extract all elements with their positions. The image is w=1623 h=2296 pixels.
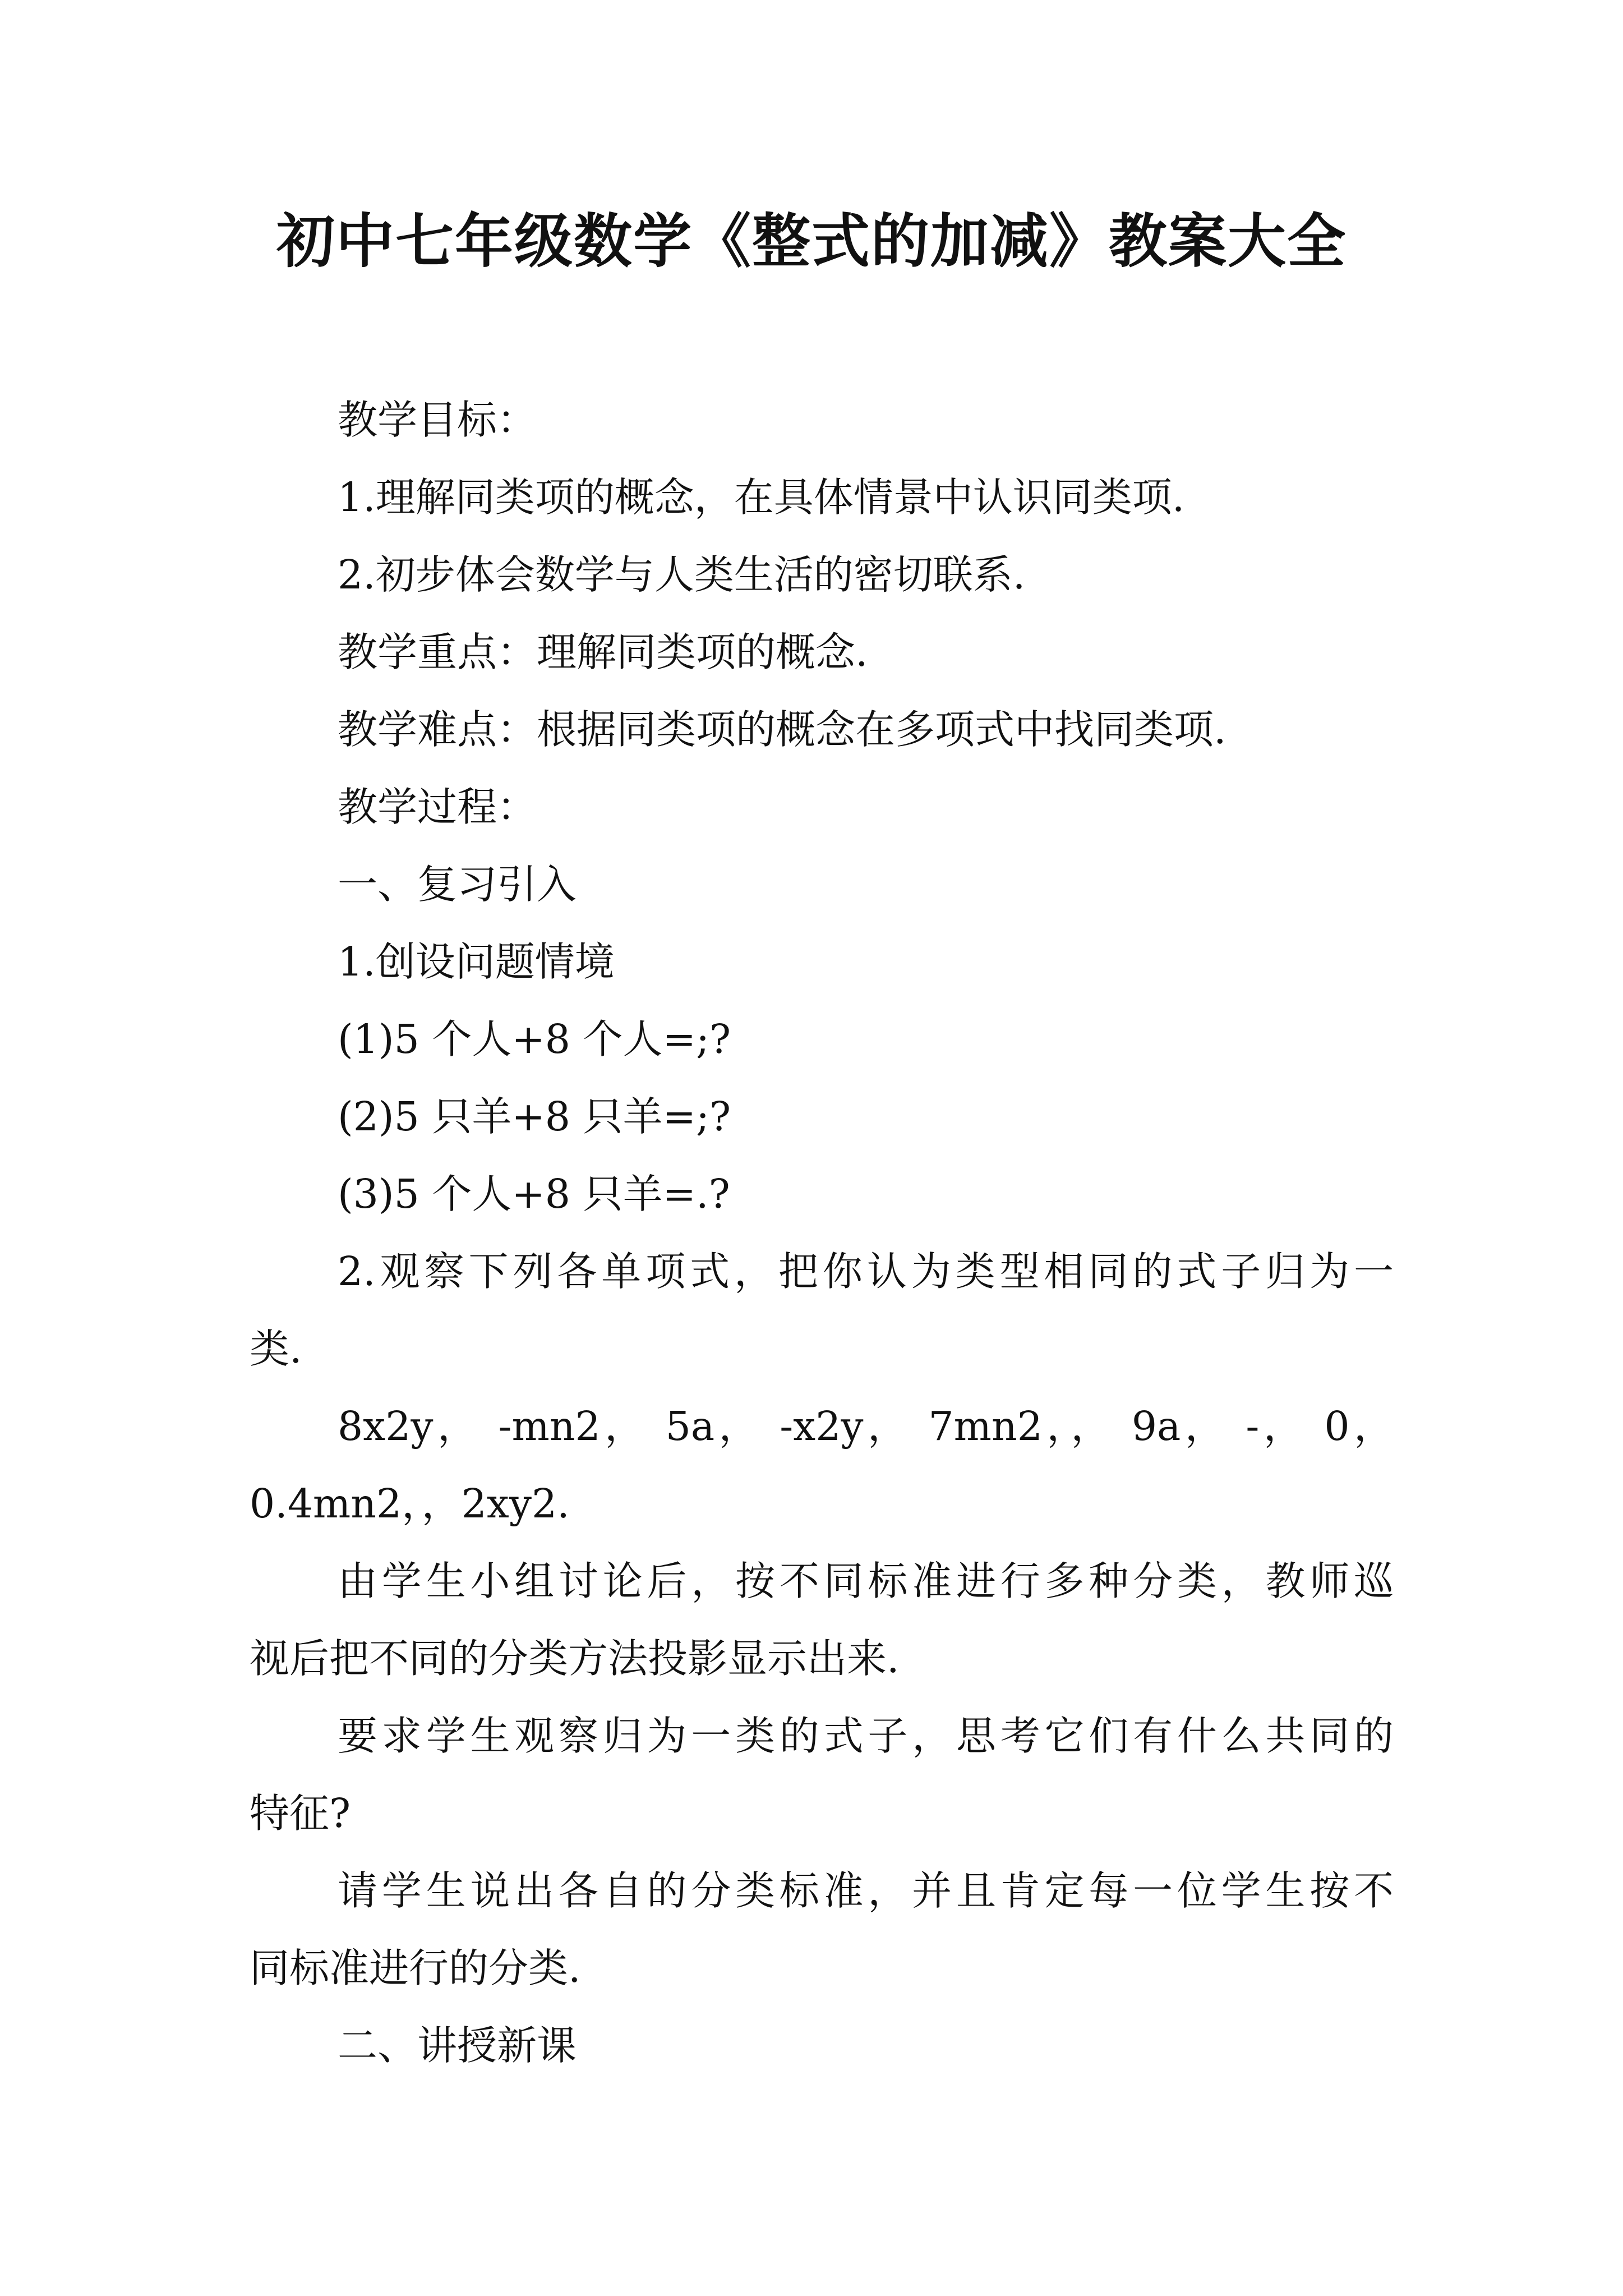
paragraph-observe-line-2: 类. [250,1326,302,1372]
paragraph-discussion-line-2: 视后把不同的分类方法投影显示出来. [250,1635,900,1682]
paragraph-key-point: 教学重点：理解同类项的概念. [338,629,868,675]
list-item-question-3: (3)5 个人+8 只羊=.? [338,1171,730,1217]
list-item-question-2: (2)5 只羊+8 只羊=;? [338,1093,731,1140]
paragraph-difficult-point: 教学难点：根据同类项的概念在多项式中找同类项. [338,706,1227,753]
paragraph-standards-line-1: 请学生说出各自的分类标准，并且肯定每一位学生按不 [338,1867,1394,1914]
paragraph-standards-line-2: 同标准进行的分类. [250,1945,581,1991]
paragraph-monomials-line-2: 0.4mn2，，2xy2. [250,1480,570,1527]
document-body [250,381,1394,2085]
paragraph-observe-line-1: 2.观察下列各单项式，把你认为类型相同的式子归为一 [338,1248,1394,1295]
document-title: 初中七年级数学《整式的加减》教案大全 [276,207,1347,275]
paragraph-discussion-line-1: 由学生小组讨论后，按不同标准进行多种分类，教师巡 [338,1558,1394,1604]
paragraph-requirement-line-2: 特征? [250,1790,351,1837]
paragraph-problem-situation: 1.创设问题情境 [338,938,615,985]
list-item-question-1: (1)5 个人+8 个人=;? [338,1016,731,1062]
paragraph-requirement-line-1: 要求学生观察归为一类的式子，思考它们有什么共同的 [338,1713,1394,1759]
paragraph-teaching-process-heading: 教学过程： [338,784,537,830]
section-heading-new-lesson: 二、讲授新课 [338,2022,577,2069]
paragraph-goal-2: 2.初步体会数学与人类生活的密切联系. [338,551,1026,598]
section-heading-review: 一、复习引入 [338,861,577,908]
paragraph-teaching-goals-heading: 教学目标： [338,397,537,443]
paragraph-monomials-line-1: 8x2y， -mn2， 5a， -x2y， 7mn2，， 9a， -， 0， [338,1403,1394,1450]
paragraph-goal-1: 1.理解同类项的概念，在具体情景中认识同类项. [338,474,1185,521]
